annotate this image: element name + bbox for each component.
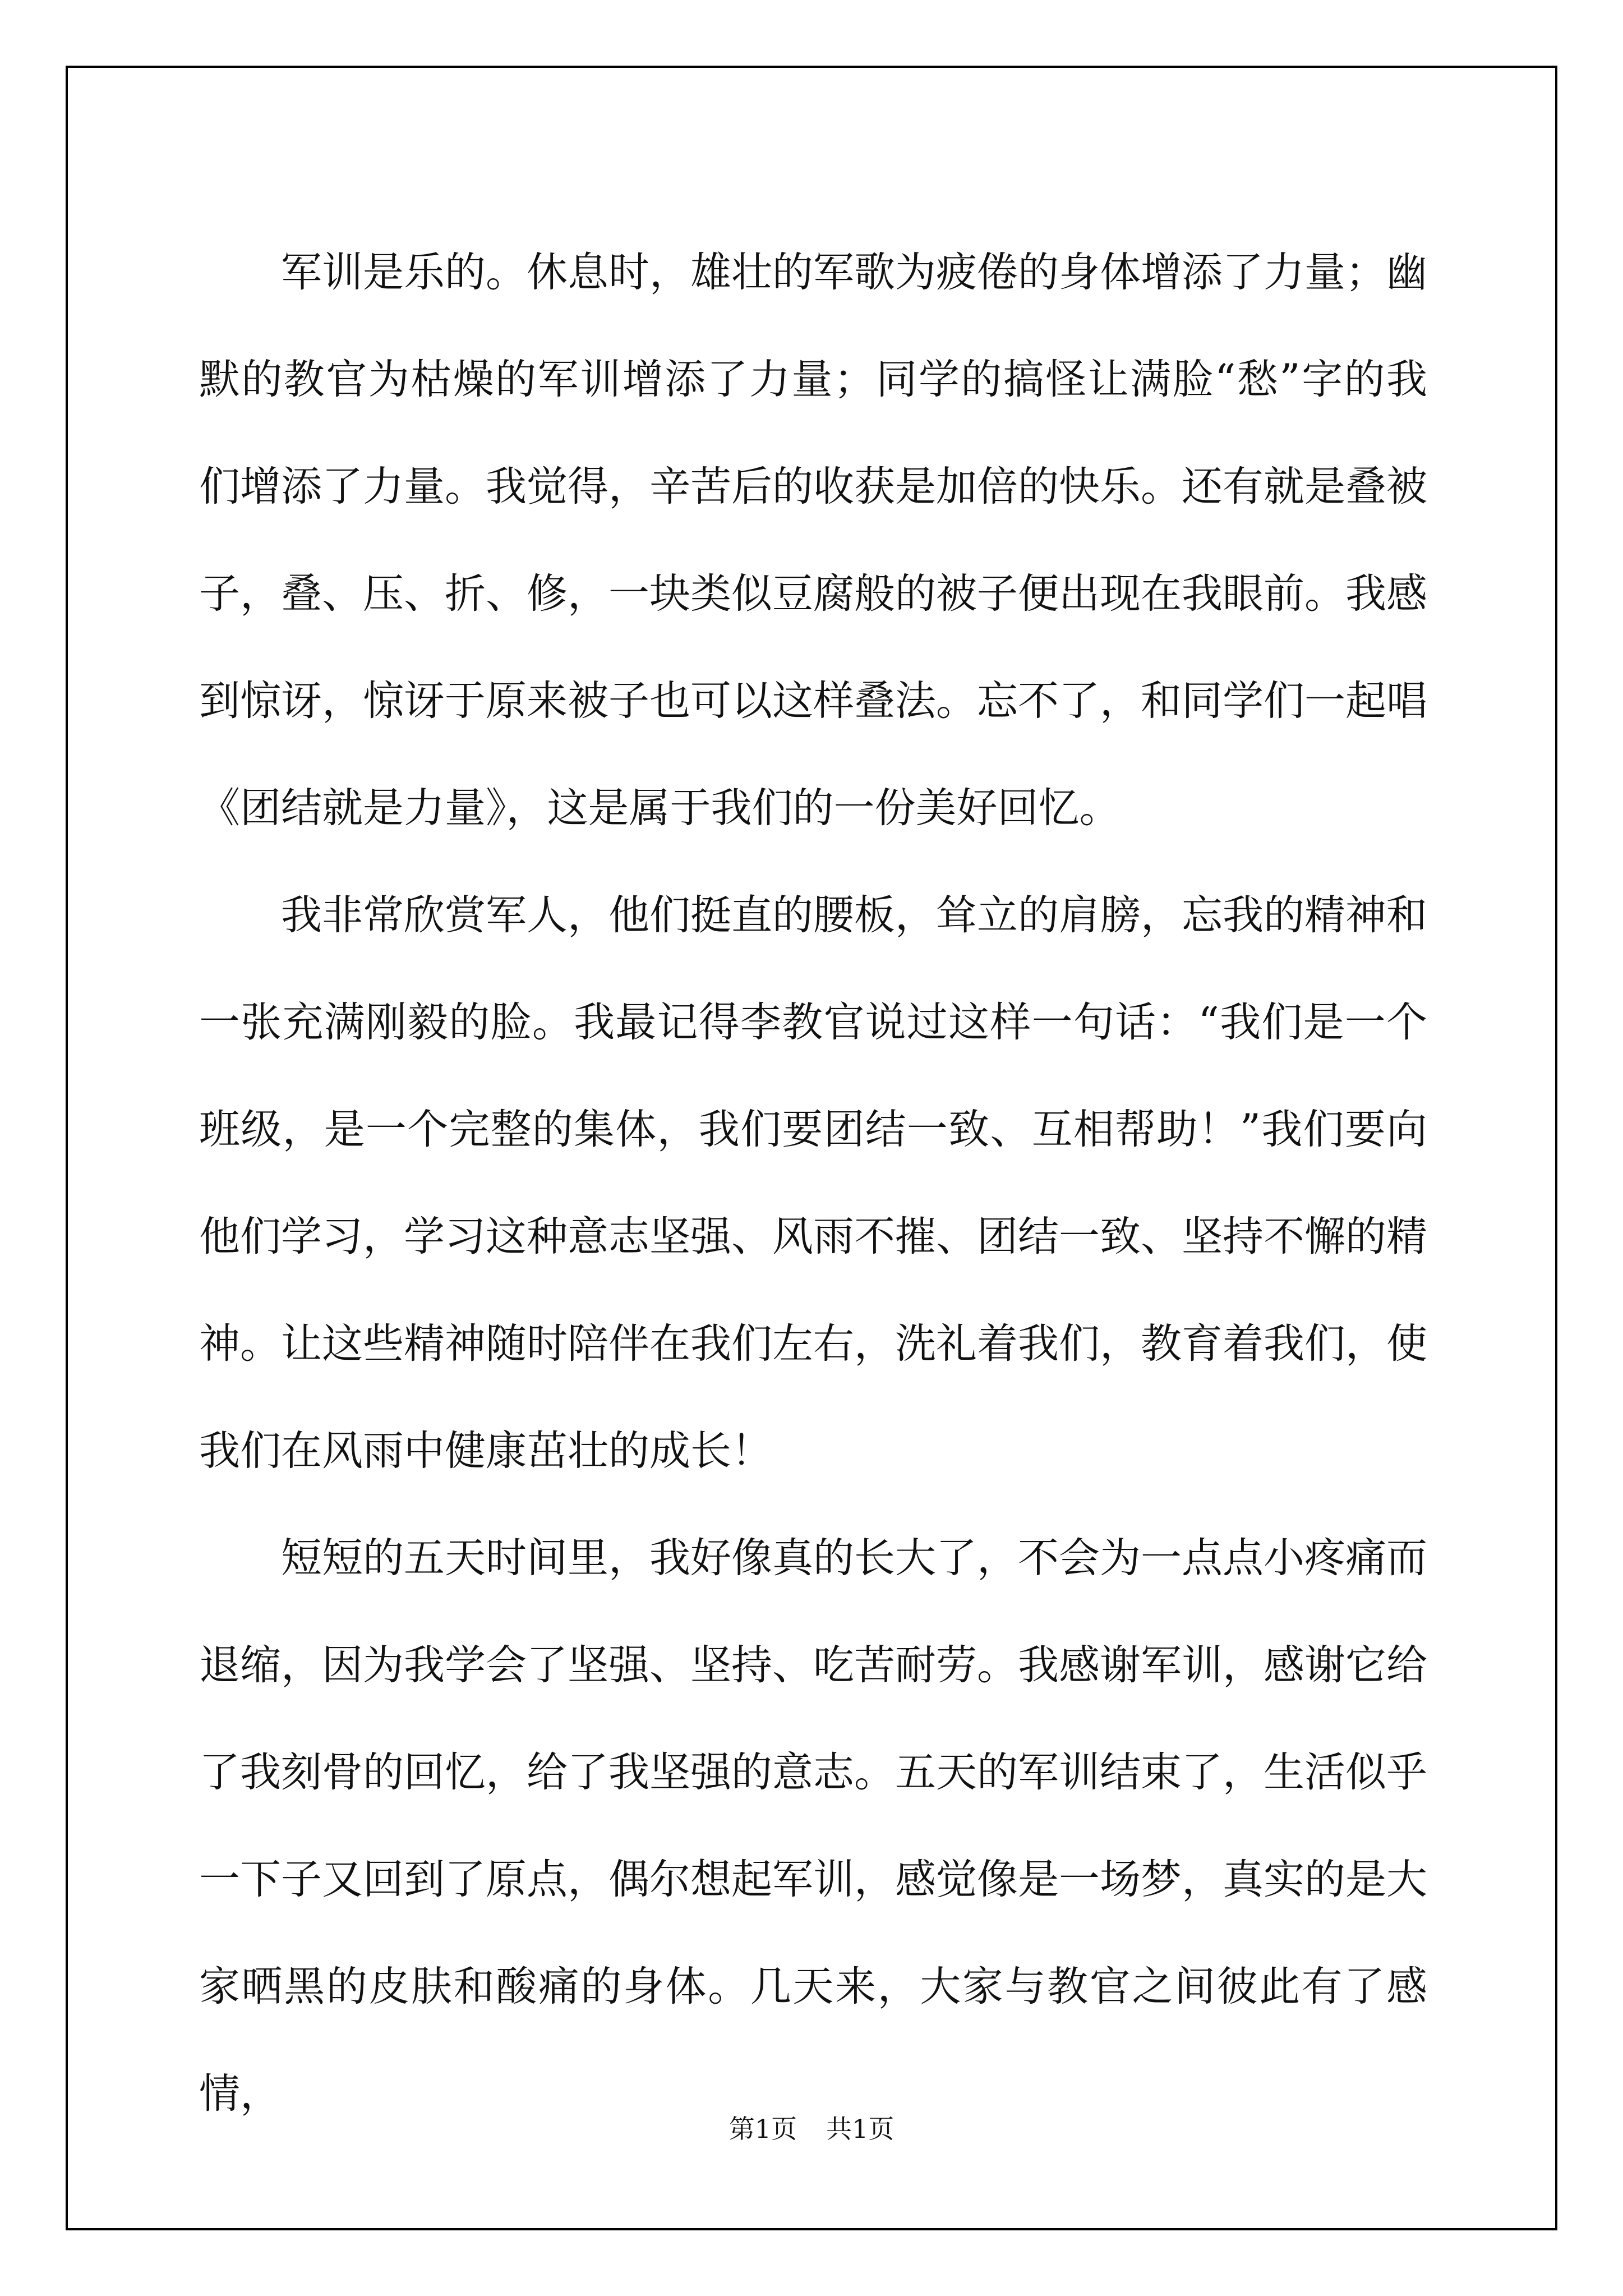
page-total: 共1页 [826,2114,895,2144]
paragraph-1: 军训是乐的。休息时，雄壮的军歌为疲倦的身体增添了力量；幽默的教官为枯燥的军训增添了力量；同学的搞怪让满脸“愁”字的我们增添了力量。我觉得，辛苦后的收获是加倍的快乐。还有就是叠被子，叠、压、折、修，一块类似豆腐般的被子便出现在我眼前。我感到惊讶，惊讶于原来被子也可以这样叠法。忘不了，和同学们一起唱《团结就是力量》，这是属于我们的一份美好回忆。 [199,249,1427,832]
page-footer [0,2112,1623,2146]
paragraph-3: 短短的五天时间里，我好像真的长大了，不会为一点点小疼痛而退缩，因为我学会了坚强、坚持、吃苦耐劳。我感谢军训，感谢它给了我刻骨的回忆，给了我坚强的意志。五天的军训结束了，生活似乎一下子又回到了原点，偶尔想起军训，感觉像是一场梦，真实的是大家晒黑的皮肤和酸痛的身体。几天来，大家与教官之间彼此有了感情， [199,1534,1427,2118]
document-body [199,219,1427,2147]
paragraph-2: 我非常欣赏军人，他们挺直的腰板，耸立的肩膀，忘我的精神和一张充满刚毅的脸。我最记得李教官说过这样一句话：“我们是一个班级，是一个完整的集体，我们要团结一致、互相帮助！”我们要向他们学习，学习这种意志坚强、风雨不摧、团结一致、坚持不懈的精神。让这些精神随时陪伴在我们左右，洗礼着我们，教育着我们，使我们在风雨中健康茁壮的成长！ [199,891,1427,1475]
page-number: 第1页 [728,2114,797,2144]
